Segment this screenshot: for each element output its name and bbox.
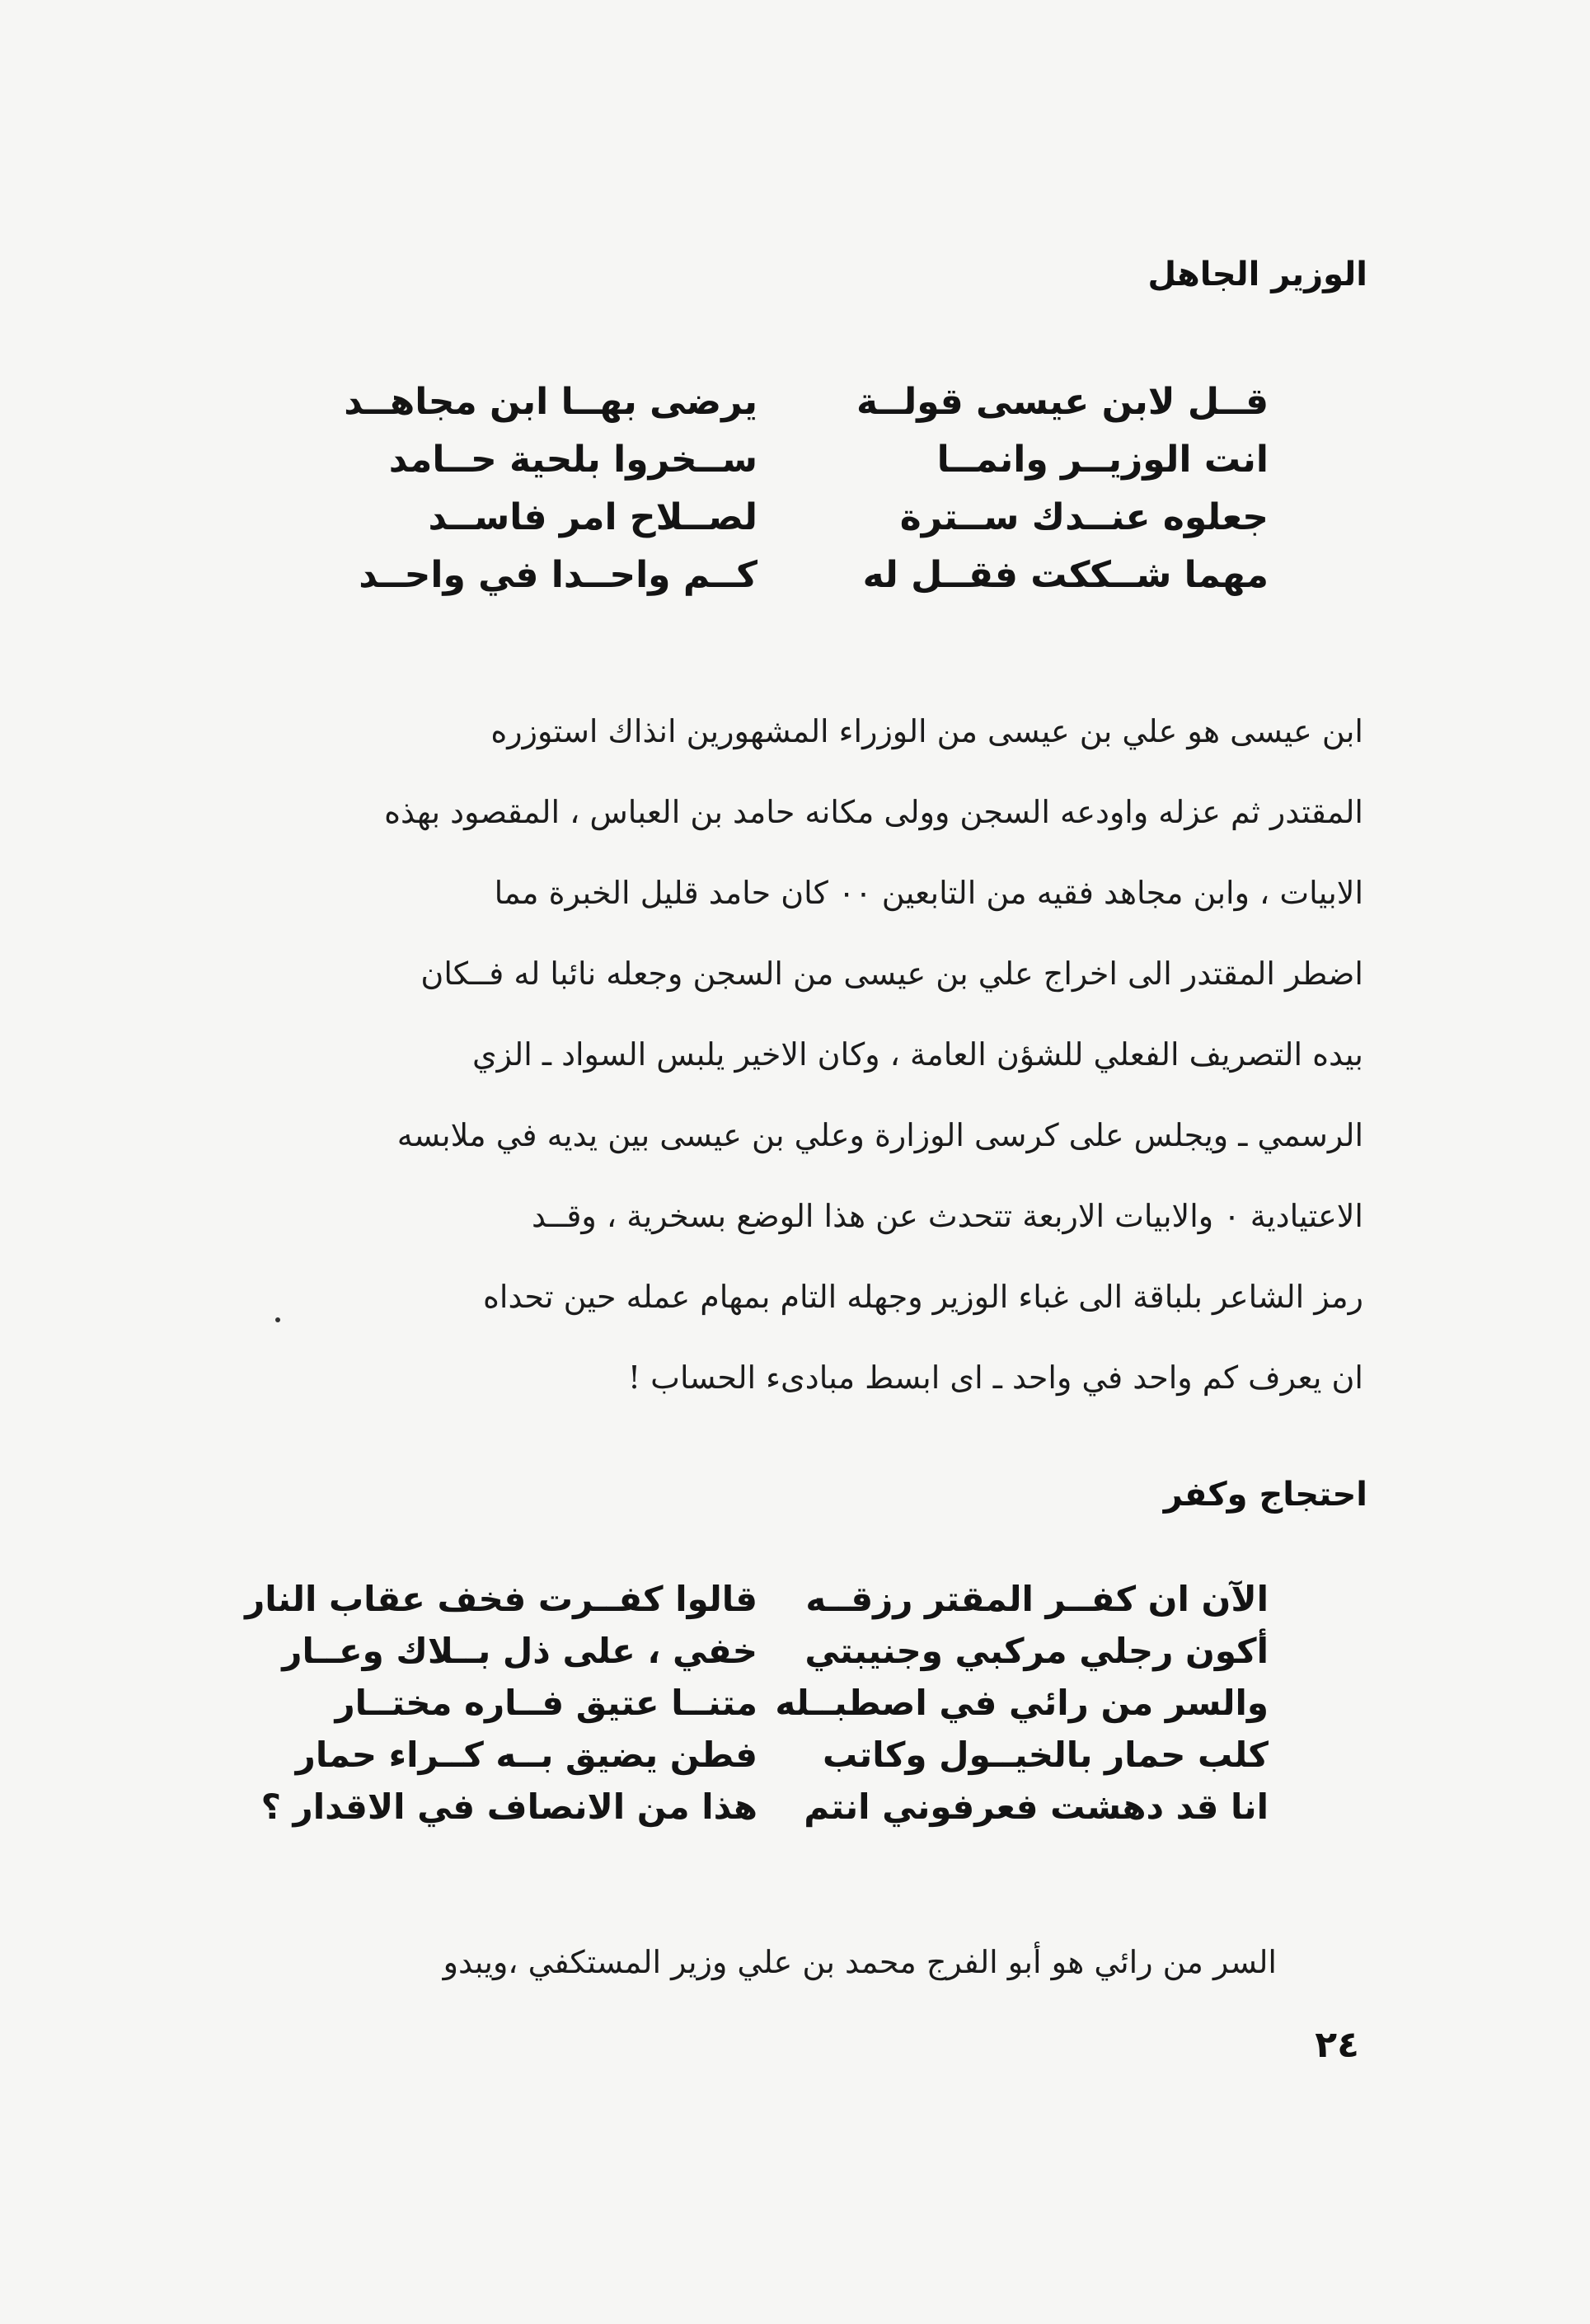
hemistich-second: هذا من الانصاف في الاقدار ؟ (260, 1786, 757, 1827)
poem-1 (279, 373, 1269, 603)
hemistich-second: متنــا عتيق فــاره مختــار (335, 1683, 757, 1723)
hemistich-first: جعلوه عنــدك ســترة (899, 495, 1269, 538)
commentary-1 (275, 691, 1363, 1418)
ink-dot (275, 1317, 280, 1322)
hemistich-first: والسر من رائي في اصطبــله (775, 1683, 1269, 1723)
hemistich-second: كــم واحــدا في واحــد (359, 553, 757, 596)
commentary-line: ان يعرف كم واحد في واحد ـ اى ابسط مبادىء الحساب ! (627, 1359, 1363, 1396)
commentary-line: الرسمي ـ ويجلس على كرسى الوزارة وعلي بن عيسى بين يديه في ملابسه (396, 1117, 1363, 1153)
verse (279, 488, 1269, 546)
verse (279, 1729, 1269, 1781)
hemistich-second: قالوا كفــرت فخف عقاب النار (245, 1579, 757, 1619)
verse (279, 1625, 1269, 1677)
commentary-line: بيده التصريف الفعلي للشؤن العامة ، وكان الاخير يلبس السواد ـ الزي (471, 1036, 1363, 1073)
hemistich-second: فطن يضيق بــه كــراء حمار (295, 1735, 757, 1775)
commentary-line: المقتدر ثم عزله واودعه السجن وولى مكانه حامد بن العباس ، المقصود بهذه (384, 794, 1363, 830)
commentary-line: الاعتيادية ٠ والابيات الاربعة تتحدث عن هذا الوضع بسخرية ، وقــد (532, 1198, 1363, 1234)
hemistich-first: مهما شــككت فقــل له (862, 553, 1269, 596)
commentary-2: السر من رائي هو أبو الفرج محمد بن علي وزير المستكفي ،ويبدو (443, 1944, 1277, 1980)
hemistich-first: كلب حمار بالخيــول وكاتب (822, 1735, 1269, 1775)
verse (260, 1781, 1269, 1833)
hemistich-second: لصــلاح امر فاســد (428, 495, 757, 538)
hemistich-second: ســخروا بلحية حــامد (388, 438, 757, 481)
verse (279, 1677, 1269, 1729)
poem-2 (245, 1573, 1269, 1833)
hemistich-first: أكون رجلي مركبي وجنيبتي (804, 1631, 1269, 1671)
verse (245, 1573, 1269, 1625)
poem-title-1: الوزير الجاهل (1147, 256, 1367, 293)
commentary-line: الابيات ، وابن مجاهد فقيه من التابعين ٠٠ كان حامد قليل الخبرة مما (494, 875, 1363, 911)
commentary-line: اضطر المقتدر الى اخراج علي بن عيسى من السجن وجعله نائبا له فــكان (420, 955, 1363, 992)
poem-title-2: احتجاج وكفر (1163, 1476, 1367, 1514)
commentary-line: رمز الشاعر بلباقة الى غباء الوزير وجهله التام بمهام عمله حين تحداه (483, 1279, 1363, 1315)
commentary-line: ابن عيسى هو علي بن عيسى من الوزراء المشهورين انذاك استوزره (490, 713, 1363, 749)
verse (279, 546, 1269, 603)
page-number: ٢٤ (1315, 2024, 1359, 2066)
hemistich-first: انا قد دهشت فعرفوني انتم (804, 1786, 1269, 1827)
verse (279, 373, 1269, 430)
hemistich-second: يرضى بهــا ابن مجاهــد (344, 380, 757, 423)
hemistich-first: انت الوزيــر وانمــا (936, 438, 1269, 481)
hemistich-first: قــل لابن عيسى قولــة (856, 380, 1269, 423)
verse (279, 430, 1269, 488)
hemistich-second: خفي ، على ذل بــلاك وعــار (282, 1631, 757, 1671)
hemistich-first: الآن ان كفــر المقتر رزقــه (805, 1579, 1269, 1619)
